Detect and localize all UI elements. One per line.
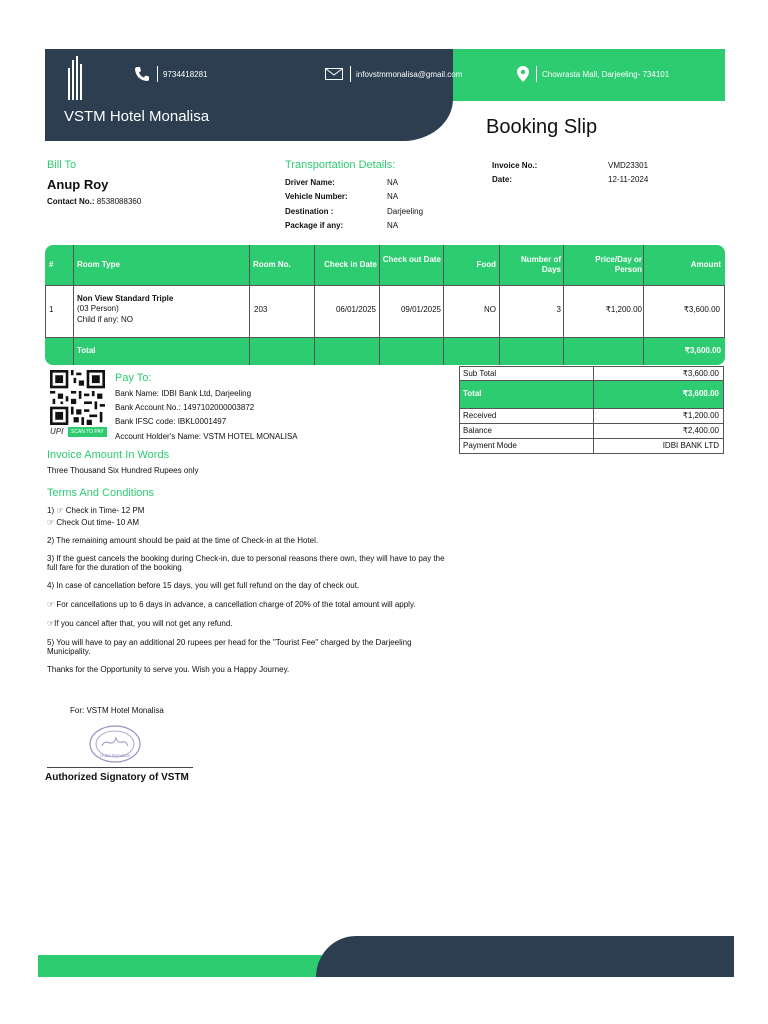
bank-ifsc: Bank IFSC code: IBKL0001497 [115, 417, 227, 426]
pay-to-label: Pay To: [115, 372, 152, 384]
term-5: 5) You will have to pay an additional 20 rupees per head for the "Tourist Fee" charged by the Darjeeling Municipality. [47, 638, 412, 656]
location-pin-icon [517, 66, 529, 82]
bank-name: Bank Name: IDBI Bank Ltd, Darjeeling [115, 389, 252, 398]
building-logo-icon [66, 56, 86, 100]
term-checkin: 1) ☞ Check in Time- 12 PM [47, 506, 145, 515]
subtotal-label: Sub Total [460, 367, 594, 380]
contact-value: 8538088360 [96, 197, 142, 206]
terms-list [47, 506, 447, 681]
term-4: 4) In case of cancellation before 15 days, you will get full refund on the day of check out. [47, 581, 360, 590]
thanks-note: Thanks for the Opportunity to serve you. Wish you a Happy Journey. [47, 665, 290, 674]
summary-balance-row [459, 424, 724, 439]
row-days: 3 [556, 305, 561, 314]
header-dark-panel [45, 49, 453, 141]
phone-text: 9734418281 [163, 69, 208, 79]
th-checkout: Check out Date [382, 255, 441, 264]
qr-code-icon [50, 370, 105, 425]
row-index: 1 [49, 305, 54, 314]
header-email [325, 66, 462, 82]
vehicle-number-label: Vehicle Number: [285, 192, 348, 201]
th-checkin: Check in Date [324, 260, 377, 269]
driver-name-value: NA [387, 178, 399, 187]
bank-account: Bank Account No.: 1497102000003872 [115, 403, 255, 412]
row-room-no: 203 [254, 305, 268, 314]
mail-icon [325, 68, 343, 80]
upi-scan-badge: SCAN TO PAY [68, 427, 107, 437]
header-address [517, 66, 669, 82]
th-index: # [49, 260, 54, 269]
footer-green-band [38, 955, 338, 977]
invoice-date-label: Date: [492, 175, 513, 184]
account-holder: Account Holder's Name: VSTM HOTEL MONALISA [115, 432, 298, 441]
total-value: ₹3,600.00 [684, 346, 721, 355]
payment-mode-label: Payment Mode [460, 439, 594, 453]
transport-label: Transportation Details: [285, 159, 396, 171]
contact-line [47, 197, 141, 206]
destination-label: Destination : [285, 207, 334, 216]
summary-payment-mode-row [459, 439, 724, 454]
upi-logo: UPI [50, 427, 64, 436]
total-label: Total [77, 346, 96, 355]
phone-icon [134, 66, 150, 82]
footer-dark-band [316, 936, 734, 977]
summary-total-value: ₹3,600.00 [682, 389, 719, 398]
stamp-text: Hotel Monalisa [100, 753, 130, 758]
row-food: NO [484, 305, 496, 314]
header-phone [134, 66, 208, 82]
terms-label: Terms And Conditions [47, 487, 154, 499]
table-total-row [45, 337, 725, 365]
row-room-type: Non View Standard Triple [77, 294, 174, 303]
row-amount: ₹3,600.00 [683, 305, 720, 314]
summary-subtotal-row [459, 366, 724, 381]
th-room-no: Room No. [253, 260, 291, 269]
authorized-signatory: Authorized Signatory of VSTM [45, 772, 189, 783]
summary-total-label: Total [460, 381, 594, 408]
amount-words-label: Invoice Amount In Words [47, 449, 170, 461]
row-persons: (03 Person) [77, 304, 119, 313]
hotel-name: VSTM Hotel Monalisa [64, 108, 210, 125]
signature-for-label: For: VSTM Hotel Monalisa [70, 706, 164, 715]
balance-label: Balance [460, 424, 594, 438]
received-value: ₹1,200.00 [682, 411, 719, 420]
driver-name-label: Driver Name: [285, 178, 335, 187]
destination-value: Darjeeling [387, 207, 424, 216]
row-price: ₹1,200.00 [605, 305, 642, 314]
bill-to-label: Bill To [47, 159, 77, 171]
address-text: Chowrasta Mall, Darjeeling- 734101 [542, 69, 670, 79]
term-2: 2) The remaining amount should be paid at the time of Check-in at the Hotel. [47, 536, 319, 545]
received-label: Received [460, 409, 594, 423]
invoice-date-value: 12-11-2024 [608, 175, 649, 184]
th-days: Number of Days [521, 255, 561, 274]
row-checkin: 06/01/2025 [335, 305, 376, 314]
page-title: Booking Slip [486, 116, 598, 138]
th-price: Price/Day or Person [595, 255, 642, 274]
payment-mode-value: IDBI BANK LTD [662, 441, 719, 450]
th-food: Food [476, 260, 496, 269]
term-4b: ☞ For cancellations up to 6 days in advance, a cancellation charge of 20% of the total amount will apply. [47, 600, 416, 609]
term-3: 3) If the guest cancels the booking during Check-in, due to personal reasons there own, they will have to pay the full fare for the duration of the booking [47, 554, 445, 572]
invoice-no-value: VMD23301 [608, 161, 649, 170]
row-checkout: 09/01/2025 [400, 305, 441, 314]
invoice-no-label: Invoice No.: [492, 161, 538, 170]
summary-total-row [459, 381, 724, 409]
th-room-type: Room Type [77, 260, 120, 269]
table-header [45, 245, 725, 285]
subtotal-value: ₹3,600.00 [682, 369, 719, 378]
term-4c: ☞If you cancel after that, you will not get any refund. [47, 619, 233, 628]
package-value: NA [387, 221, 399, 230]
amount-words-text: Three Thousand Six Hundred Rupees only [47, 466, 199, 475]
term-checkout: ☞ Check Out time- 10 AM [47, 518, 140, 527]
hotel-stamp-icon [88, 724, 142, 764]
row-child: Child if any: NO [77, 315, 134, 324]
package-label: Package if any: [285, 221, 344, 230]
table-row [45, 285, 725, 337]
customer-name: Anup Roy [47, 177, 109, 192]
th-amount: Amount [690, 260, 721, 269]
summary-received-row [459, 409, 724, 424]
signature-line [47, 767, 193, 768]
email-text: infovstmmonalisa@gmail.com [356, 69, 463, 79]
vehicle-number-value: NA [387, 192, 399, 201]
summary-table [459, 366, 724, 454]
contact-label: Contact No.: [47, 197, 95, 206]
balance-value: ₹2,400.00 [682, 426, 719, 435]
